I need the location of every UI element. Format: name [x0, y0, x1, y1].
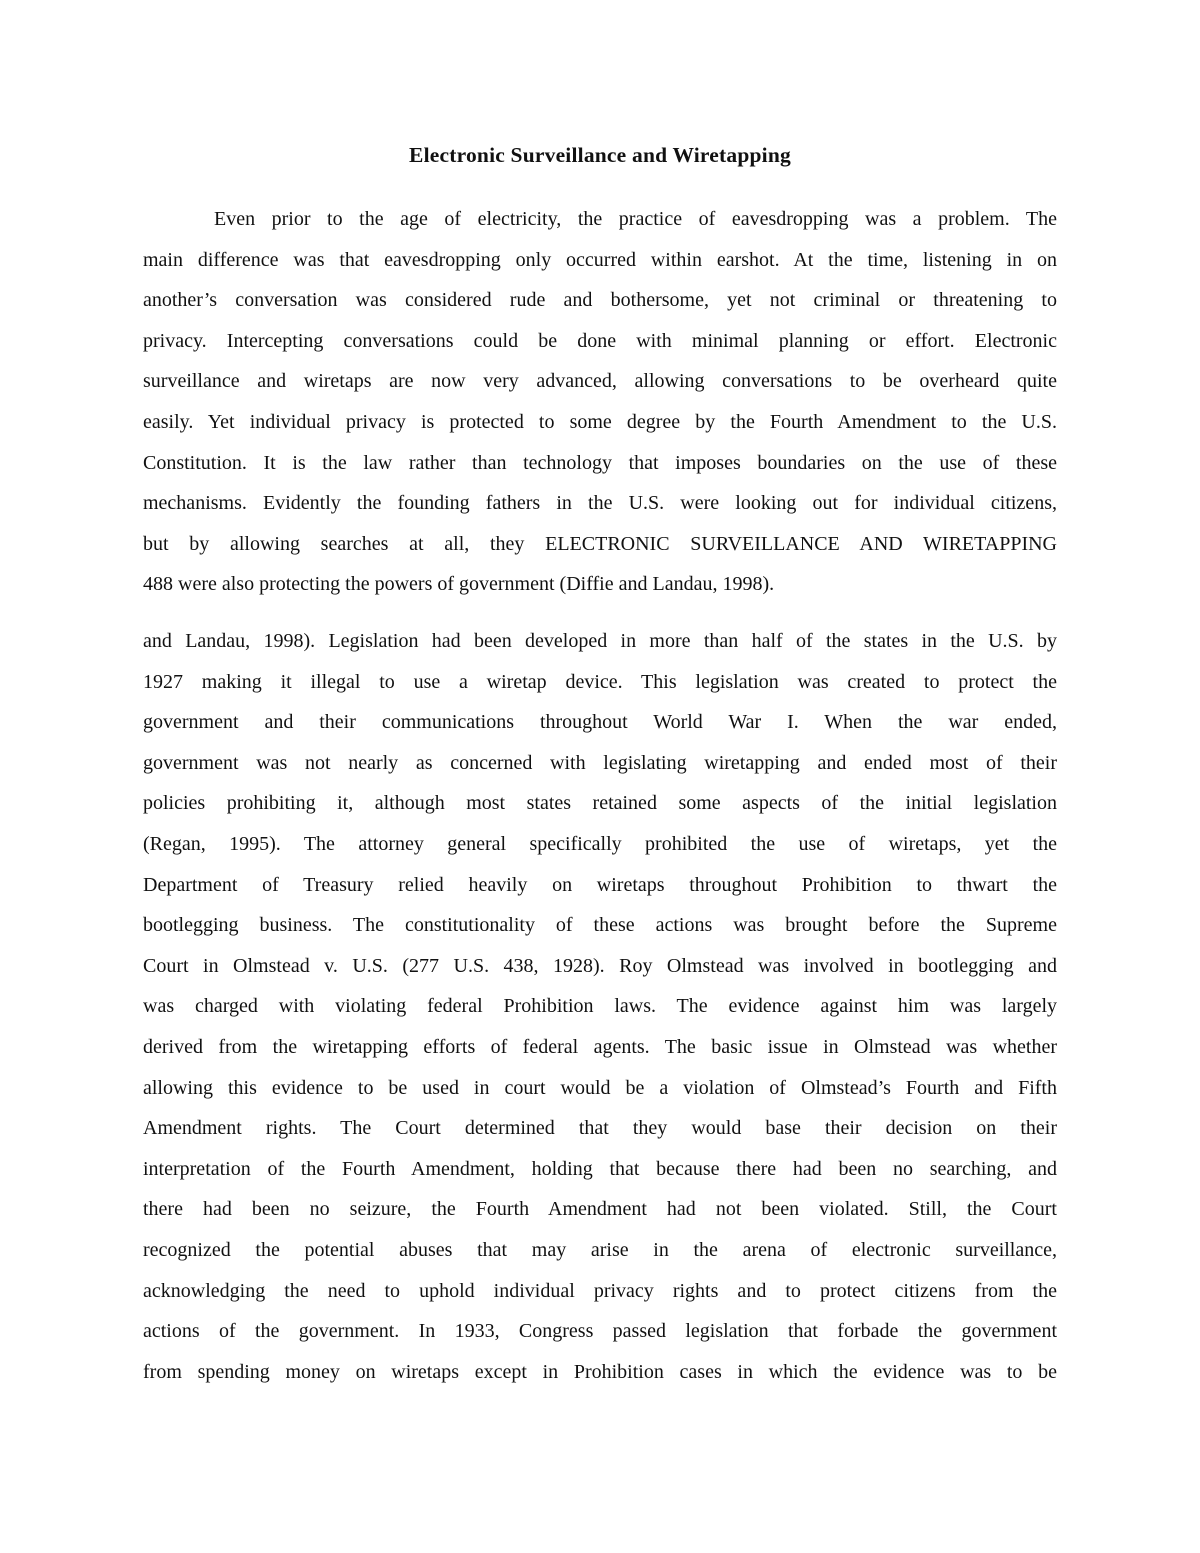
paragraph-line: Department of Treasury relied heavily on wiretaps throughout Prohibition to thwart the	[143, 873, 1057, 896]
paragraph-line: allowing this evidence to be used in court would be a violation of Olmstead’s Fourth and Fifth	[143, 1076, 1057, 1099]
paragraph-line: derived from the wiretapping efforts of federal agents. The basic issue in Olmstead was whether	[143, 1035, 1057, 1058]
document-title: Electronic Surveillance and Wiretapping	[409, 143, 791, 167]
paragraph-line: bootlegging business. The constitutionality of these actions was brought before the Supreme	[143, 914, 1057, 937]
paragraph-1	[143, 199, 1057, 605]
paragraph-line: recognized the potential abuses that may arise in the arena of electronic surveillance,	[143, 1238, 1057, 1261]
paragraph-line: 1927 making it illegal to use a wiretap device. This legislation was created to protect the	[143, 670, 1057, 693]
paragraph-line: Even prior to the age of electricity, the practice of eavesdropping was a problem. The	[214, 208, 1057, 230]
paragraph-2	[143, 621, 1057, 1392]
paragraph-line: Court in Olmstead v. U.S. (277 U.S. 438, 1928). Roy Olmstead was involved in bootlegging and	[143, 954, 1057, 977]
paragraph-line: easily. Yet individual privacy is protected to some degree by the Fourth Amendment to the U.S.	[143, 410, 1057, 433]
paragraph-line: interpretation of the Fourth Amendment, holding that because there had been no searching, and	[143, 1157, 1057, 1180]
paragraph-line: Constitution. It is the law rather than technology that imposes boundaries on the use of these	[143, 451, 1057, 474]
paragraph-line: (Regan, 1995). The attorney general specifically prohibited the use of wiretaps, yet the	[143, 832, 1057, 855]
paragraph-line: actions of the government. In 1933, Congress passed legislation that forbade the government	[143, 1320, 1057, 1343]
paragraph-line: but by allowing searches at all, they ELECTRONIC SURVEILLANCE AND WIRETAPPING	[143, 532, 1057, 555]
paragraph-line: government was not nearly as concerned with legislating wiretapping and ended most of their	[143, 751, 1057, 774]
paragraph-line: 488 were also protecting the powers of government (Diffie and Landau, 1998).	[143, 573, 775, 596]
paragraph-line: from spending money on wiretaps except in Prohibition cases in which the evidence was to be	[143, 1360, 1057, 1383]
paragraph-line: was charged with violating federal Prohibition laws. The evidence against him was largely	[143, 995, 1057, 1018]
paragraph-line: main difference was that eavesdropping only occurred within earshot. At the time, listening in on	[143, 248, 1057, 271]
paragraph-line: policies prohibiting it, although most states retained some aspects of the initial legislation	[143, 792, 1057, 815]
paragraph-line: Amendment rights. The Court determined that they would base their decision on their	[143, 1117, 1057, 1140]
paragraph-line: and Landau, 1998). Legislation had been developed in more than half of the states in the U.S. by	[143, 630, 1057, 652]
paragraph-line: another’s conversation was considered rude and bothersome, yet not criminal or threatening to	[143, 289, 1057, 312]
paragraph-line: there had been no seizure, the Fourth Amendment had not been violated. Still, the Court	[143, 1198, 1057, 1221]
paragraph-line: mechanisms. Evidently the founding fathers in the U.S. were looking out for individual citizens,	[143, 492, 1057, 515]
paragraph-line: privacy. Intercepting conversations could be done with minimal planning or effort. Electronic	[143, 329, 1057, 352]
paragraph-line: government and their communications throughout World War I. When the war ended,	[143, 711, 1057, 734]
paragraph-line: surveillance and wiretaps are now very advanced, allowing conversations to be overheard quite	[143, 370, 1057, 393]
paragraph-line: acknowledging the need to uphold individual privacy rights and to protect citizens from the	[143, 1279, 1057, 1302]
